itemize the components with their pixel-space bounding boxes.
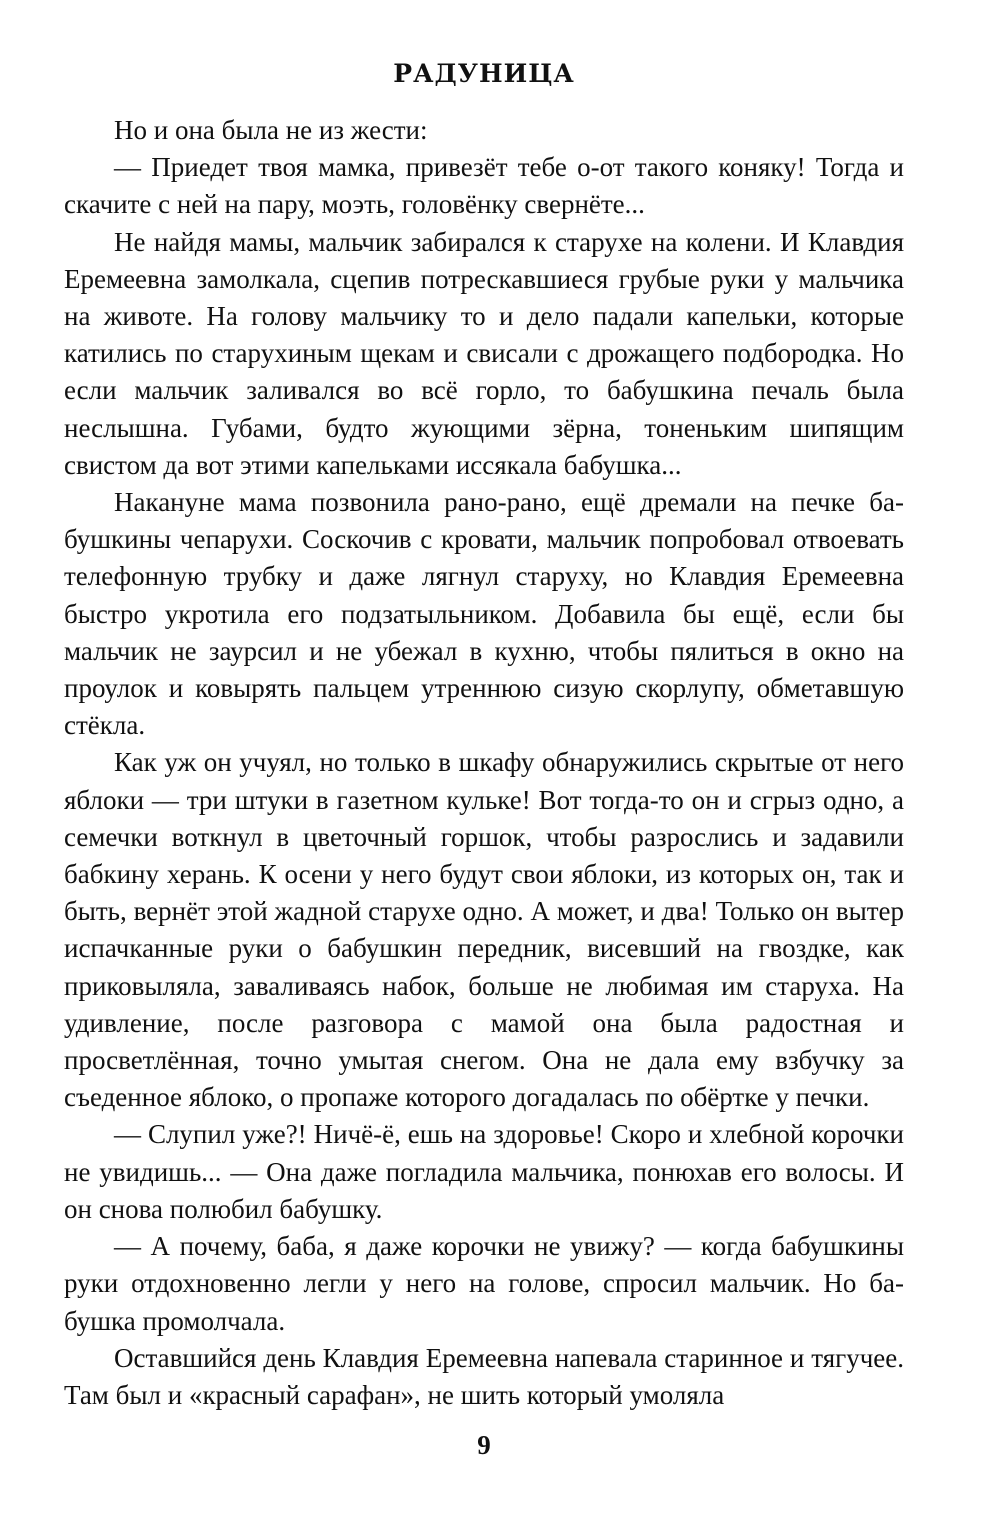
paragraph: Накануне мама позвонила рано-рано, ещё дремали на печке бабушкины чепарухи. Соскочив с кровати, мальчик попробовал отвоевать телефонную трубку и даже лягнул старуху, но Клавдия Еремеевна быстро укротила его подзатыльником. Добавила бы ещё, если бы мальчик не заурсил и не убежал в кухню, чтобы пялиться в окно на проулок и ковырять пальцем утреннюю сизую скорлупу, обметавшую стёкла. <box>64 487 904 741</box>
body-text <box>64 112 904 1414</box>
running-title: РАДУНИЦА <box>393 59 575 88</box>
paragraph: — А почему, баба, я даже корочки не увижу? — когда бабушкины руки отдохновенно легли у него на голове, спросил мальчик. Но бабушка промолчала. <box>64 1231 904 1336</box>
paragraph: Но и она была не из жести: <box>114 115 428 145</box>
paragraph: Оставшийся день Клавдия Еремеевна напевала старинное и тягучее. Там был и «красный сарафан», не шить который умоляла <box>64 1342 904 1410</box>
paragraph: Не найдя мамы, мальчик забирался к старухе на колени. И Клавдия Еремеевна замолкала, сцепив потрескавшиеся грубые руки у мальчика на животе. На голову мальчику то и дело падали капельки, которые катились по старухиным щекам и свисали с дрожащего подбородка. Но если мальчик заливался во всё горло, то бабушкина печаль была неслышна. Губами, будто жующими зёрна, тоненьким шипящим свистом да вот этими капельками иссякала бабушка... <box>64 226 904 480</box>
paragraph: — Слупил уже?! Ничё-ё, ешь на здоровье! Скоро и хлебной корочки не увидишь... — Она даже погладила мальчика, понюхав его волосы. И он снова полюбил бабушку. <box>64 1119 904 1224</box>
page-number: 9 <box>477 1430 491 1460</box>
book-page <box>64 52 904 1502</box>
paragraph: Как уж он учуял, но только в шкафу обнаружились скрытые от него яблоки — три штуки в газетном кульке! Вот тогда-то он и сгрыз одно, а семечки воткнул в цветочный горшок, чтобы разрослись и задавили бабкину херань. К осени у него будут свои яблоки, из которых он, так и быть, вернёт этой жадной старухе одно. А может, и два! Только он вытер испачканные руки о бабушкин передник, висевший на гвоздке, как приковыляла, заваливаясь набок, больше не любимая им старуха. На удивление, после разговора с мамой она была радостная и просветлённая, точно умытая снегом. Она не дала ему взбучку за съеденное яблоко, о пропаже которого догадалась по обёртке у печки. <box>64 747 904 1113</box>
paragraph: — Приедет твоя мамка, привезёт тебе о-от такого коняку! Тогда и скачите с ней на пару, моэть, головёнку свернёте... <box>64 152 904 220</box>
